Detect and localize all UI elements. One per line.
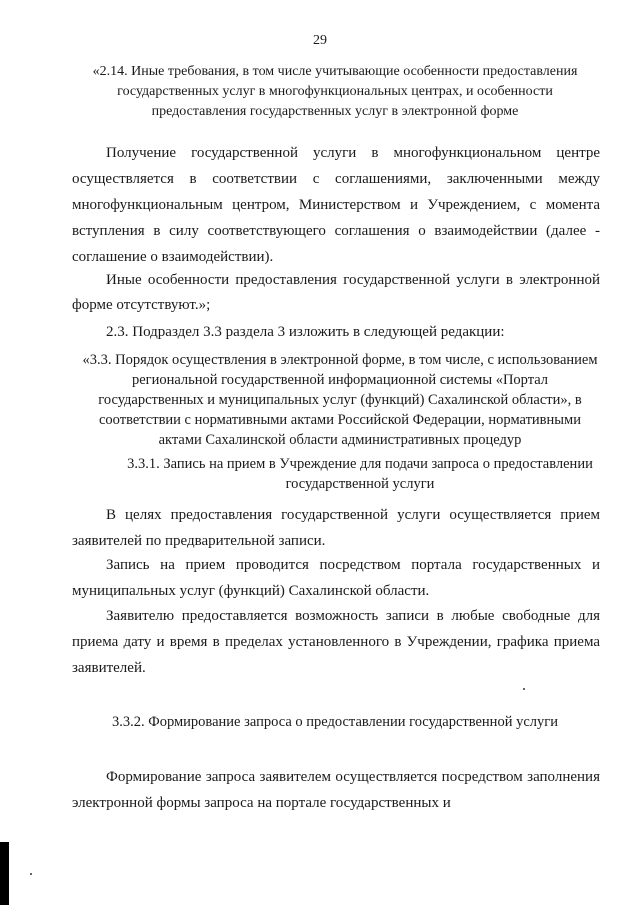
section-3-3-2-heading: 3.3.2. Формирование запроса о предоставлении государственной услуги: [112, 714, 558, 730]
paragraph-appointment-portal: Запись на прием проводится посредством портала государственных и муниципальных услуг (функций) Сахалинской области.: [72, 557, 600, 599]
paragraph-electronic-form: Иные особенности предоставления государственной услуги в электронной форме отсутствуют.»;: [72, 272, 600, 313]
scan-speck: [523, 688, 525, 690]
section-2-14-heading: «2.14. Иные требования, в том числе учитывающие особенности предоставления государственных услуг в многофункциональных центрах, и особенности предоставления государственных услуг в электронной форме: [92, 64, 578, 119]
paragraph-preliminary-appointment: В целях предоставления государственной услуги осуществляется прием заявителей по предварительной записи.: [72, 507, 600, 549]
scan-edge-bar: [0, 842, 9, 905]
scan-speck: [30, 873, 32, 875]
section-3-3-heading: «3.3. Порядок осуществления в электронной форме, в том числе, с использованием региональной государственной информационной системы «Портал государственных и муниципальных услуг (функций) Сахалинской области», в соответствии с нормативными актами Российской Федерации, нормативными актами Сахалинской области административных процедур: [82, 352, 598, 448]
page-number: 29: [313, 33, 327, 48]
paragraph-appointment-schedule: Заявителю предоставляется возможность записи в любые свободные для приема дату и время в пределах установленного в Учреждении, графика приема заявителей.: [72, 608, 600, 676]
paragraph-mfc: Получение государственной услуги в многофункциональном центре осуществляется в соответствии с соглашениями, заключенными между многофункциональным центром, Министерством и Учреждением, с момента вступления в силу соответствующего соглашения о взаимодействии (далее - соглашение о взаимодействии).: [72, 145, 600, 265]
paragraph-request-forming: Формирование запроса заявителем осуществляется посредством заполнения электронной формы запроса на портале государственных и: [72, 769, 600, 811]
section-3-3-1-heading: 3.3.1. Запись на прием в Учреждение для подачи запроса о предоставлении государственной услуги: [127, 456, 593, 492]
paragraph-amendment-2-3: 2.3. Подраздел 3.3 раздела 3 изложить в следующей редакции:: [106, 324, 505, 340]
